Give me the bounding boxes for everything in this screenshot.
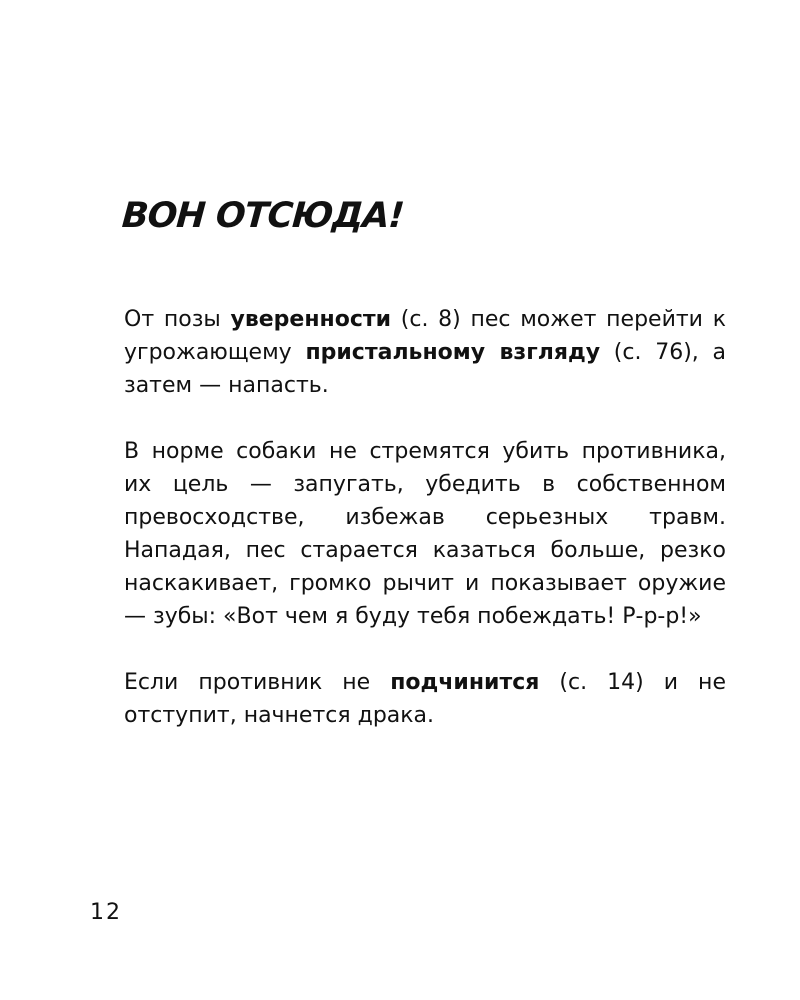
page-title: ВОН ОТСЮДА! [120,196,405,236]
bold-term: пристальному взгляду [305,340,601,365]
text-segment: В норме собаки не стремятся убить противника, их цель — запугать, убедить в собственном превосходстве, избежав серьезных травм. Нападая, пес старается казаться больше, резко наскакивает, громко рычит и показывает оружие — зубы: «Вот чем я буду тебя побеждать! Р-р-р!» [124,439,726,629]
text-segment: (с. 76), а затем — напасть. [124,340,726,398]
page-number: 12 [90,900,122,925]
paragraph-2 [124,435,726,633]
text-segment: Если противник не [124,670,391,695]
body-text [124,303,726,765]
paragraph-3 [124,666,726,732]
text-segment: От позы [124,307,231,332]
bold-term: подчинится [390,670,540,695]
bold-term: уверенности [230,307,392,332]
text-segment: (с. 14) и не отступит, начнется драка. [124,670,726,728]
text-segment: (с. 8) пес может перейти к угрожающему [124,307,726,365]
paragraph-1 [124,303,726,402]
